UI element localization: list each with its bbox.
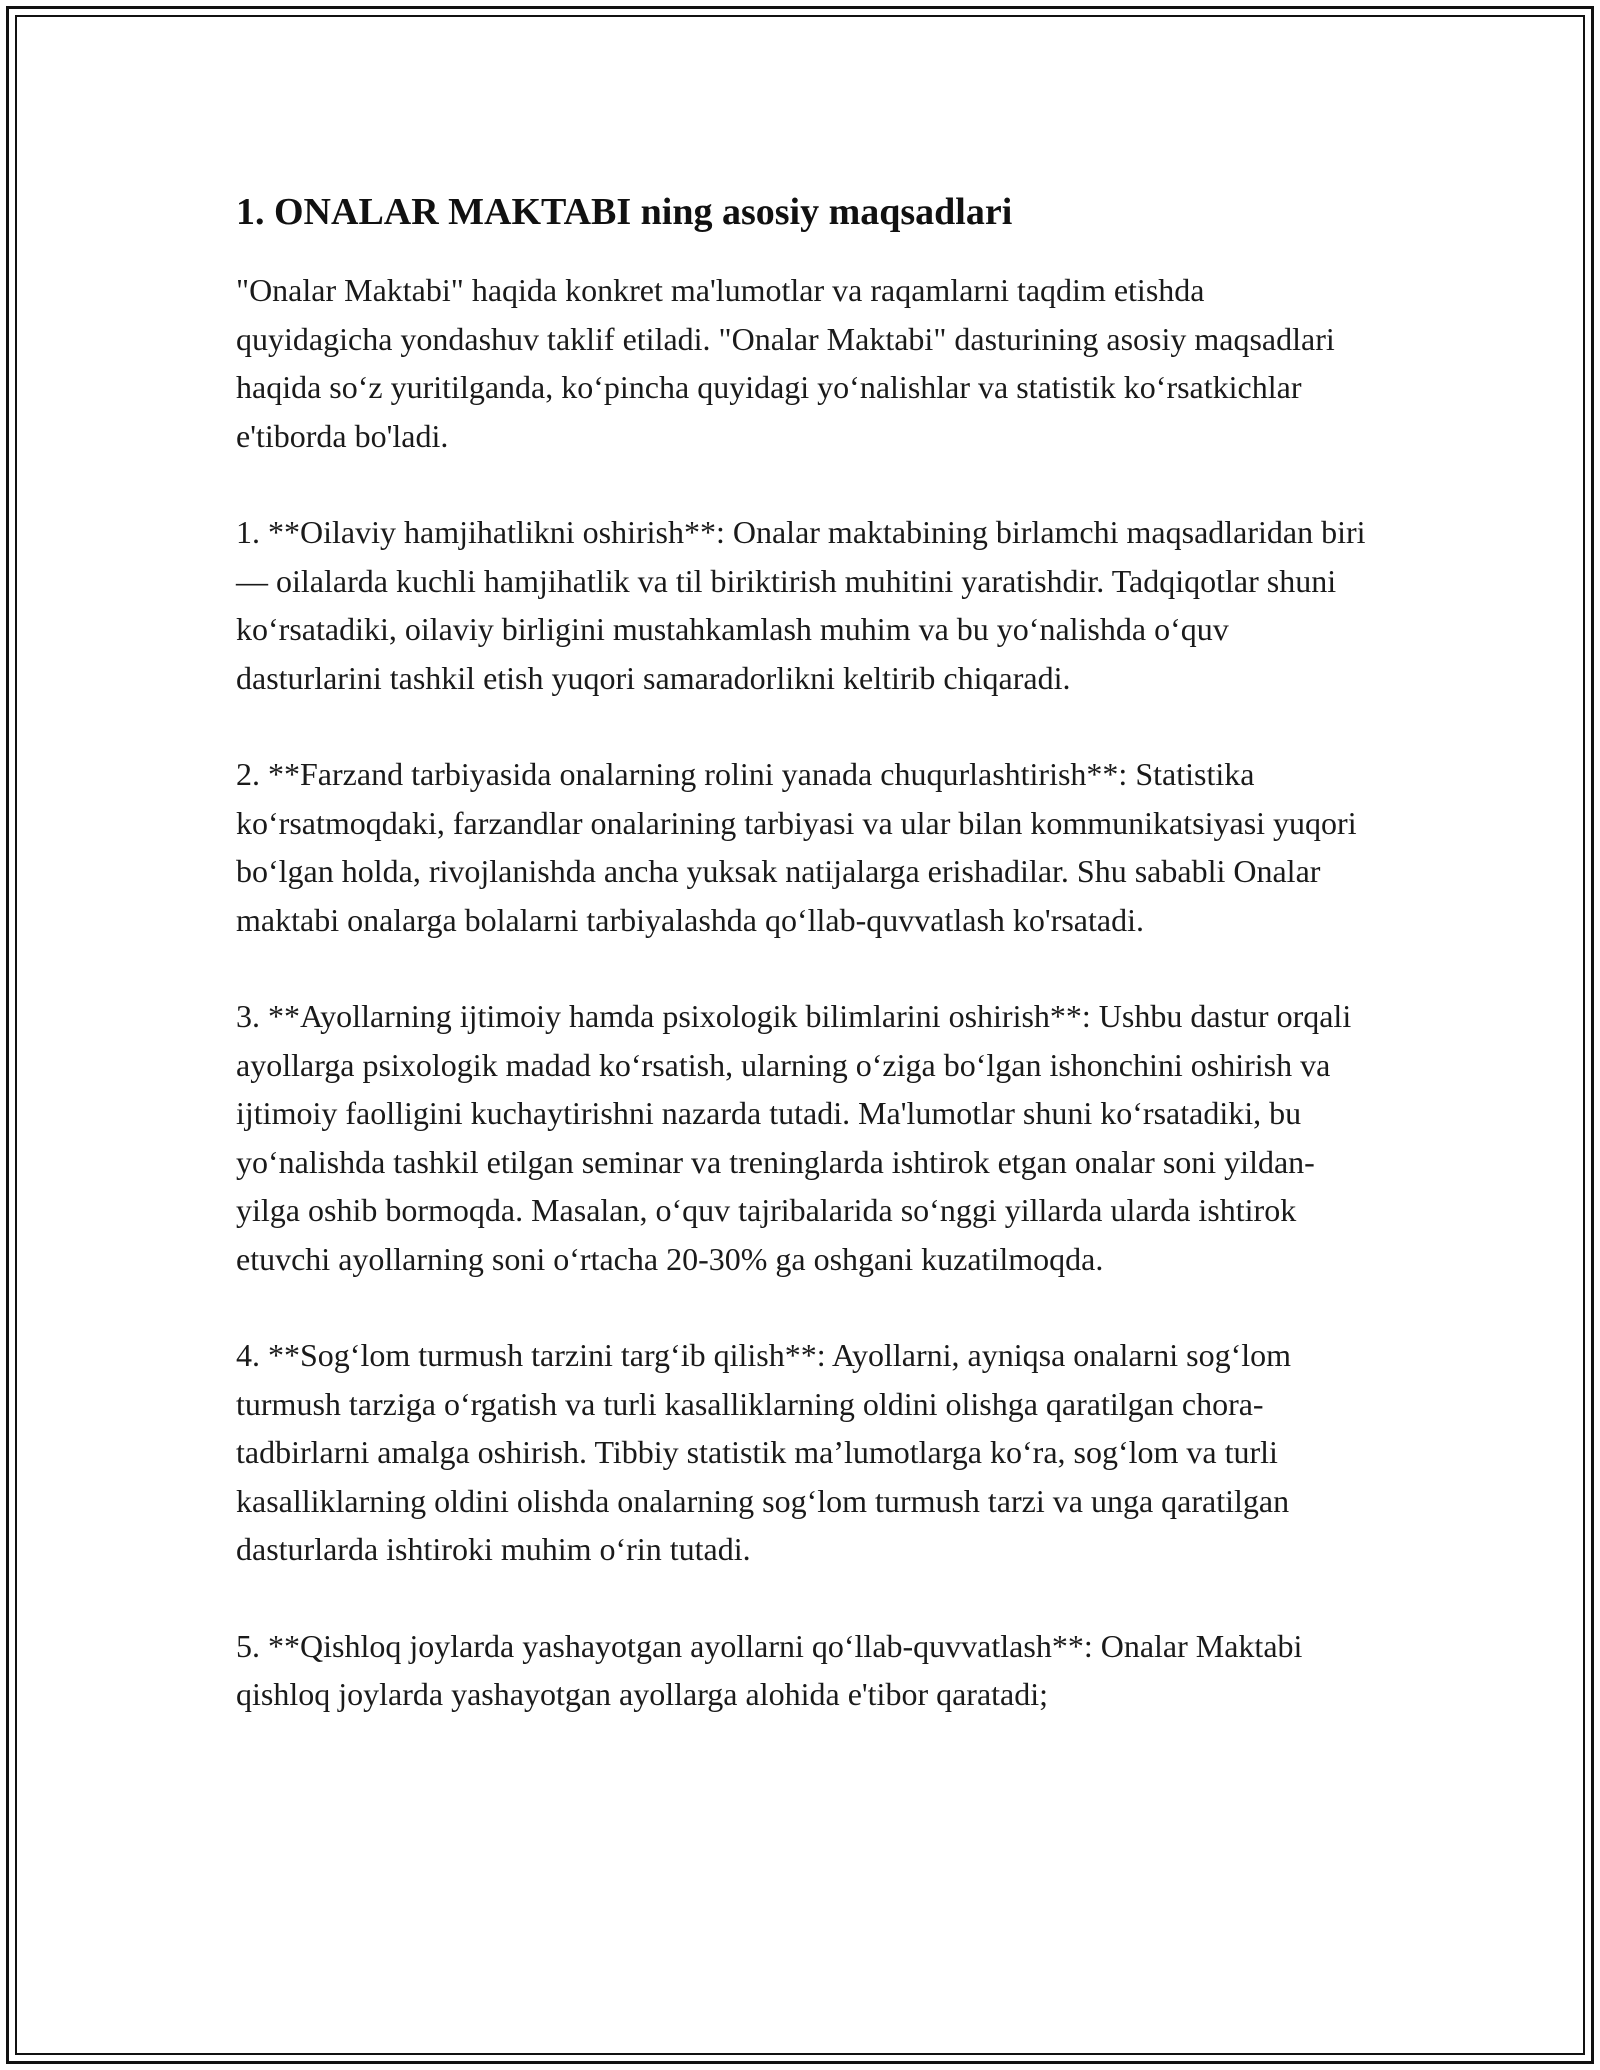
goal-paragraph-4: 4. **Sog‘lom turmush tarzini targ‘ib qilish**: Ayollarni, ayniqsa onalarni sog‘lom turmush tarziga o‘rgatish va turli kasalliklarning oldini olishga qaratilgan chora-tadbirlarni amalga oshirish. Tibbiy statistik ma’lumotlarga ko‘ra, sog‘lom va turli kasalliklarning oldini olishda onalarning sog‘lom turmush tarzi va unga qaratilgan dasturlarda ishtiroki muhim o‘rin tutadi. <box>236 1337 1292 1567</box>
intro-paragraph: "Onalar Maktabi" haqida konkret ma'lumotlar va raqamlarni taqdim etishda quyidagicha yondashuv taklif etiladi. "Onalar Maktabi" dasturining asosiy maqsadlari haqida so‘z yuritilganda, ko‘pincha quyidagi yo‘nalishlar va statistik ko‘rsatkichlar e'tiborda bo'ladi. <box>236 272 1335 454</box>
section-heading: 1. ONALAR MAKTABI ning asosiy maqsadlari <box>236 191 1013 233</box>
document-body <box>236 184 1366 1767</box>
goal-paragraph-3: 3. **Ayollarning ijtimoiy hamda psixologik bilimlarini oshirish**: Ushbu dastur orqali ayollarga psixologik madad ko‘rsatish, ularning o‘ziga bo‘lgan ishonchini oshirish va ijtimoiy faolligini kuchaytirishni nazarda tutadi. Ma'lumotlar shuni ko‘rsatadiki, bu yo‘nalishda tashkil etilgan seminar va treninglarda ishtirok etgan onalar soni yildan-yilga oshib bormoqda. Masalan, o‘quv tajribalarida so‘nggi yillarda ularda ishtirok etuvchi ayollarning soni o‘rtacha 20-30% ga oshgani kuzatilmoqda. <box>236 998 1352 1277</box>
goal-paragraph-1: 1. **Oilaviy hamjihatlikni oshirish**: Onalar maktabining birlamchi maqsadlaridan biri — oilalarda kuchli hamjihatlik va til biriktirish muhitini yaratishdir. Tadqiqotlar shuni ko‘rsatadiki, oilaviy birligini mustahkamlash muhim va bu yo‘nalishda o‘quv dasturlarini tashkil etish yuqori samaradorlikni keltirib chiqaradi. <box>236 514 1366 696</box>
goal-paragraph-5: 5. **Qishloq joylarda yashayotgan ayollarni qo‘llab-quvvatlash**: Onalar Maktabi qishloq joylarda yashayotgan ayollarga alohida e'tibor qaratadi; <box>236 1627 1303 1712</box>
goal-paragraph-2: 2. **Farzand tarbiyasida onalarning rolini yanada chuqurlashtirish**: Statistika ko‘rsatmoqdaki, farzandlar onalarining tarbiyasi va ular bilan kommunikatsiyasi yuqori bo‘lgan holda, rivojlanishda ancha yuksak natijalarga erishadilar. Shu sababli Onalar maktabi onalarga bolalarni tarbiyalashda qo‘llab-quvvatlash ko'rsatadi. <box>236 756 1357 938</box>
